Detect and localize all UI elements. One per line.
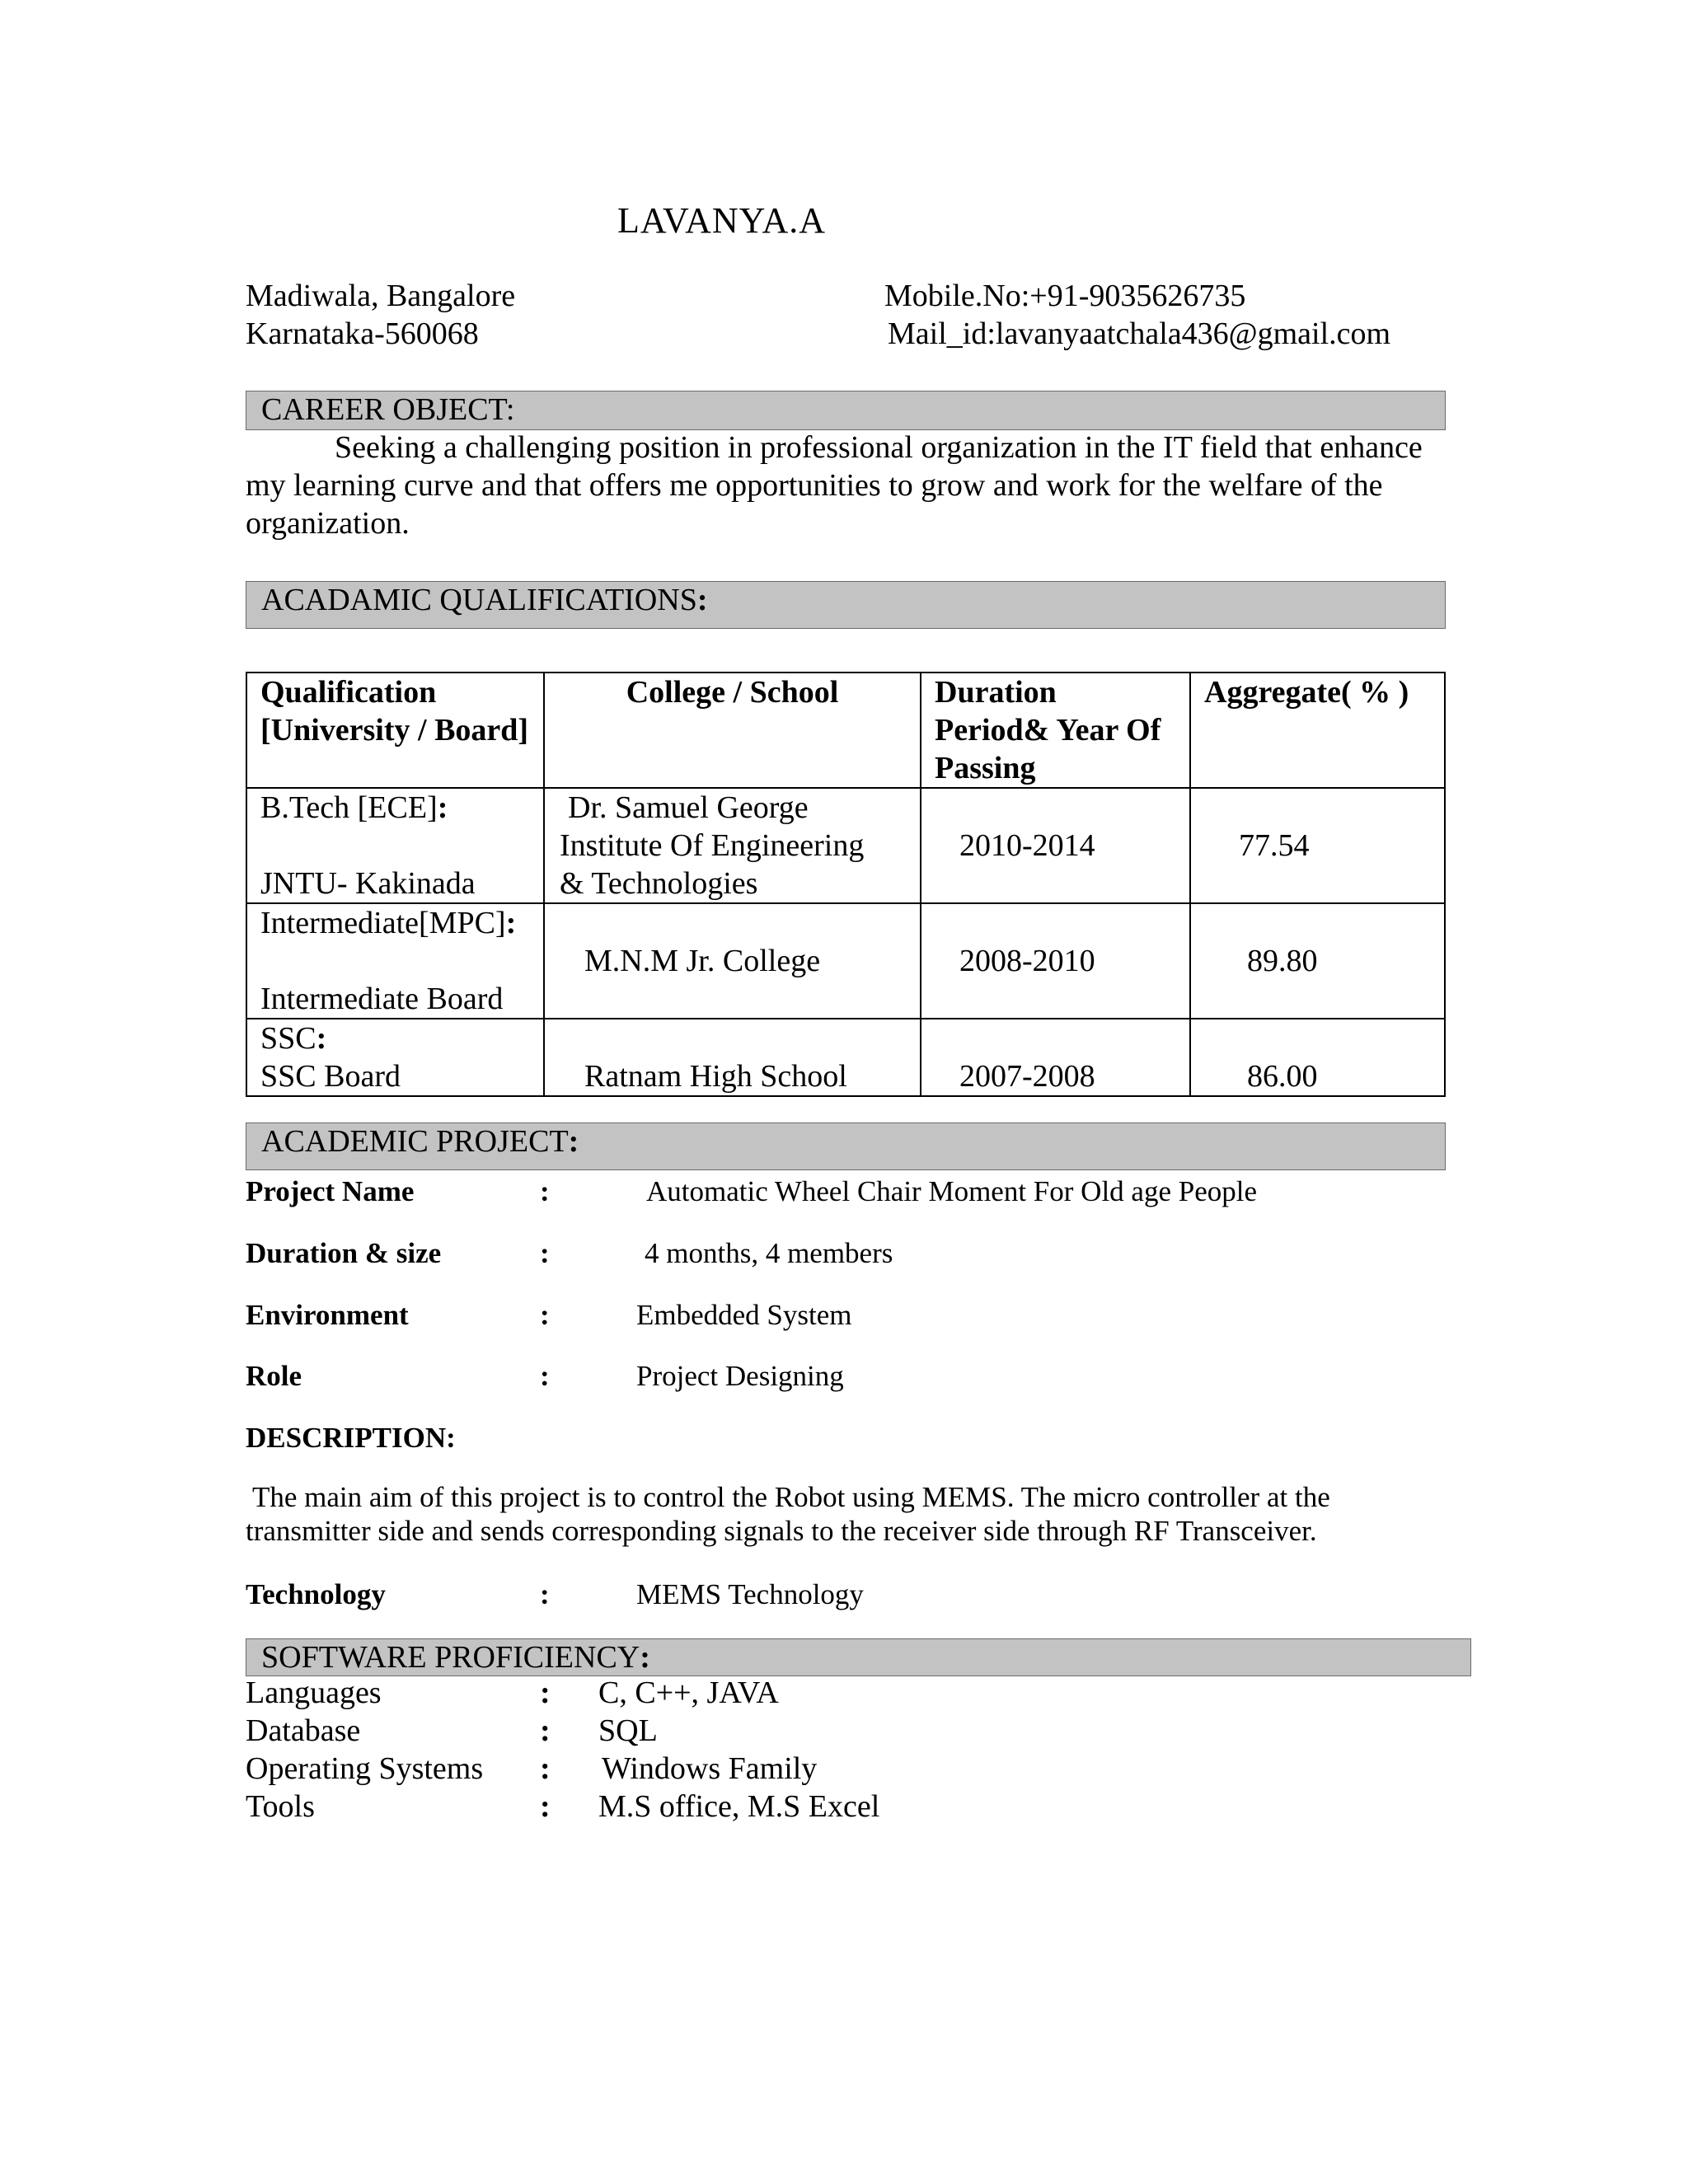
duration-value: 2007-2008 [959,1059,1095,1094]
college-name-line: Ratnam High School [584,1059,847,1094]
table-row [246,1019,1445,1096]
aggregate-cell [1191,1019,1444,1095]
col-header-duration: Duration Period& Year Of Passing [921,673,1190,788]
mobile-number: Mobile.No:+91-9035626735 [884,279,1246,313]
career-heading-bar [246,391,1446,430]
duration-value: 2010-2014 [959,828,1095,863]
aggregate-value: 89.80 [1247,944,1318,978]
colon-separator: : [540,1751,551,1786]
project-heading-bar [246,1122,1446,1170]
college-cell [545,789,920,902]
candidate-name: LAVANYA.A [617,200,827,241]
qualification-cell: SSC: SSC Board [260,1021,401,1094]
database-value: SQL [598,1713,658,1748]
software-heading: SOFTWARE PROFICIENCY: [261,1640,650,1675]
colon-separator: : [540,1175,550,1207]
college-name-line: & Technologies [560,866,758,901]
college-name-line: Dr. Samuel George [568,790,809,825]
address-line-1: Madiwala, Bangalore [246,279,516,313]
college-cell [545,904,920,1018]
qualification-cell: B.Tech [ECE]: JNTU- Kakinada [260,790,476,901]
operating-systems-label: Operating Systems [246,1751,484,1786]
table-row [246,788,1445,903]
career-objective-text: Seeking a challenging position in professional organization in the IT field that enhance my learning curve and that offers me opportunities to grow and work for the welfare of the organization. [246,430,1423,541]
colon-separator: : [540,1789,551,1824]
description-heading: DESCRIPTION: [246,1422,456,1454]
project-heading: ACADEMIC PROJECT: [261,1124,579,1159]
role-value: Project Designing [636,1360,844,1392]
role-label: Role [246,1360,302,1392]
college-name-line: M.N.M Jr. College [584,944,821,978]
address-line-2: Karnataka-560068 [246,316,479,351]
duration-cell [921,1019,1189,1095]
college-name-line: Institute Of Engineering [560,828,865,863]
qualifications-table [246,672,1446,1097]
duration-cell [921,789,1189,902]
table-header-row [246,673,1445,788]
board-name: JNTU- Kakinada [260,866,476,901]
aggregate-value: 77.54 [1239,828,1310,863]
technology-label: Technology [246,1578,386,1610]
college-cell [545,1019,920,1095]
duration-size-value: 4 months, 4 members [645,1237,893,1269]
aggregate-value: 86.00 [1247,1059,1318,1094]
qualification-name: SSC [260,1021,316,1056]
database-label: Database [246,1713,361,1748]
project-name-label: Project Name [246,1175,415,1207]
colon-separator: : [540,1675,551,1710]
tools-value: M.S office, M.S Excel [598,1789,880,1824]
colon-separator: : [540,1713,551,1748]
col-header-college: College / School [544,673,921,788]
aggregate-cell [1191,789,1444,902]
colon-separator: : [540,1360,550,1392]
board-name: Intermediate Board [260,982,504,1016]
board-name: SSC Board [260,1059,401,1094]
tools-label: Tools [246,1789,315,1824]
technology-value: MEMS Technology [636,1578,864,1610]
qualification-cell: Intermediate[MPC]: Intermediate Board [260,906,517,1016]
colon-separator: : [540,1299,550,1331]
table-row [246,903,1445,1019]
software-heading-bar [246,1638,1471,1676]
environment-label: Environment [246,1299,409,1331]
col-header-qualification: Qualification [University / Board] [246,673,544,788]
colon-separator: : [540,1578,550,1610]
languages-label: Languages [246,1675,382,1710]
academic-heading: ACADAMIC QUALIFICATIONS: [261,583,708,617]
duration-value: 2008-2010 [959,944,1095,978]
duration-cell [921,904,1189,1018]
qualification-name: B.Tech [ECE] [260,790,438,825]
academic-heading-bar [246,581,1446,629]
operating-systems-value: Windows Family [602,1751,818,1786]
email-address: Mail_id:lavanyaatchala436@gmail.com [888,316,1391,351]
project-description: The main aim of this project is to control the Robot using MEMS. The micro controller at the transmitter side and sends corresponding signals to the receiver side through RF Transceiver. [246,1481,1330,1547]
col-header-aggregate: Aggregate( % ) [1190,673,1445,788]
duration-size-label: Duration & size [246,1237,442,1269]
qualification-name: Intermediate[MPC] [260,906,506,940]
career-heading: CAREER OBJECT: [261,392,515,427]
aggregate-cell [1191,904,1444,1018]
environment-value: Embedded System [636,1299,852,1331]
project-name-value: Automatic Wheel Chair Moment For Old age People [646,1175,1257,1207]
colon-separator: : [540,1237,550,1269]
languages-value: C, C++, JAVA [598,1675,779,1710]
